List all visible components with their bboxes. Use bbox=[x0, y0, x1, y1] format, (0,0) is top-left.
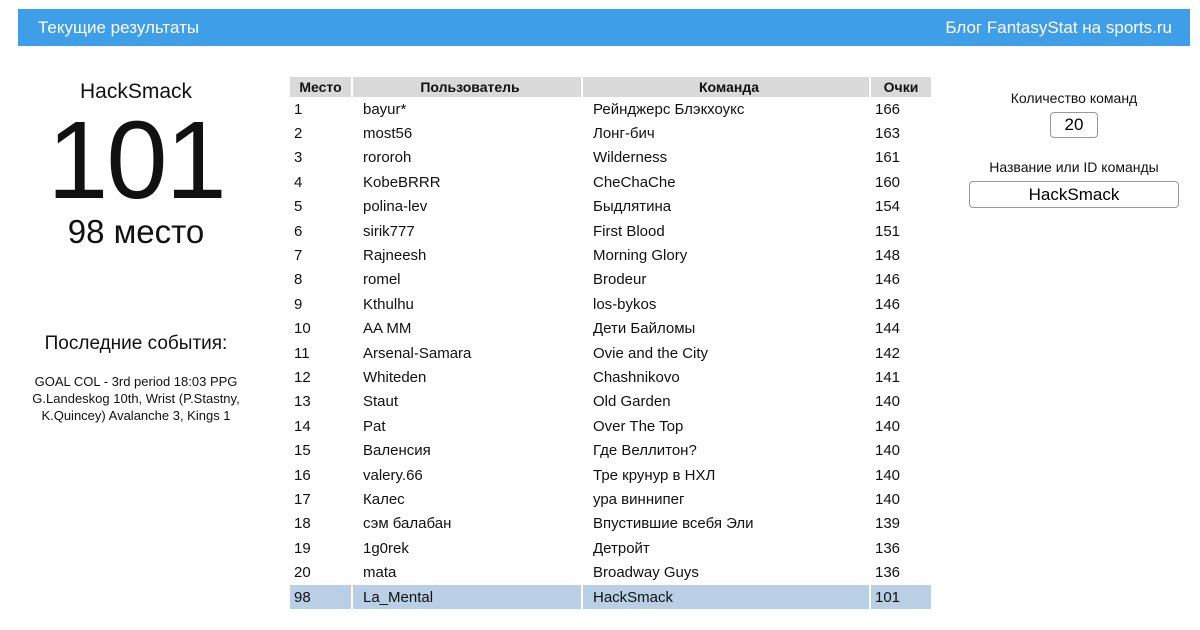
cell-points: 136 bbox=[875, 539, 901, 557]
table-row[interactable] bbox=[290, 243, 931, 267]
cell-place: 8 bbox=[294, 271, 303, 289]
table-row[interactable] bbox=[290, 438, 931, 462]
table-row[interactable] bbox=[290, 292, 931, 316]
column-header-user[interactable]: Пользователь bbox=[353, 77, 581, 97]
cell-user: Pat bbox=[363, 417, 386, 435]
team-name-label: Название или ID команды bbox=[989, 159, 1159, 175]
cell-team: Brodeur bbox=[593, 271, 647, 289]
cell-place: 15 bbox=[294, 442, 311, 460]
cell-place: 12 bbox=[294, 368, 311, 386]
cell-team: Chashnikovo bbox=[593, 368, 680, 386]
cell-team: ура виннипег bbox=[593, 490, 685, 508]
cell-team: Впустившие всебя Эли bbox=[593, 515, 754, 533]
cell-user: сэм балабан bbox=[363, 515, 452, 533]
cell-points: 140 bbox=[875, 393, 901, 411]
event-text: GOAL COL - 3rd period 18:03 PPG G.Landeskog 10th, Wrist (P.Stastny, K.Quincey) Avalanche 3, Kings 1 bbox=[32, 374, 240, 423]
cell-team: Рейнджерс Блэкхоукс bbox=[593, 100, 745, 118]
cell-points: 142 bbox=[875, 344, 901, 362]
cell-team: Broadway Guys bbox=[593, 564, 699, 582]
cell-points: 139 bbox=[875, 515, 901, 533]
cell-points: 146 bbox=[875, 271, 901, 289]
cell-team: Over The Top bbox=[593, 417, 684, 435]
cell-user: Rajneesh bbox=[363, 247, 427, 265]
cell-user: KobeBRRR bbox=[363, 173, 441, 191]
cell-place: 11 bbox=[294, 344, 310, 362]
table-body bbox=[290, 97, 931, 609]
table-row[interactable] bbox=[290, 414, 931, 438]
column-header-points[interactable]: Очки bbox=[871, 77, 931, 97]
cell-points: 161 bbox=[875, 149, 901, 167]
team-place: 98 место bbox=[67, 213, 205, 250]
events-title: Последние события: bbox=[44, 333, 228, 354]
cell-user: most56 bbox=[363, 125, 413, 143]
table-header-row bbox=[290, 77, 931, 97]
cell-points: 140 bbox=[875, 466, 901, 484]
cell-points: 154 bbox=[875, 198, 901, 216]
cell-place: 1 bbox=[294, 100, 303, 118]
cell-place: 19 bbox=[294, 539, 311, 557]
cell-place: 17 bbox=[294, 490, 311, 508]
cell-points: 140 bbox=[875, 442, 901, 460]
cell-team: Быдлятина bbox=[593, 198, 672, 216]
cell-points: 148 bbox=[875, 247, 901, 265]
cell-team: Wilderness bbox=[593, 149, 668, 167]
cell-place: 20 bbox=[294, 564, 311, 582]
cell-team: Ovie and the City bbox=[593, 344, 709, 362]
team-count-label: Количество команд bbox=[1010, 90, 1138, 106]
cell-team: CheChaChe bbox=[593, 173, 676, 191]
cell-team: Где Веллитон? bbox=[593, 442, 697, 460]
cell-points: 140 bbox=[875, 417, 901, 435]
table-row[interactable] bbox=[290, 463, 931, 487]
cell-user: valery.66 bbox=[363, 466, 423, 484]
cell-points: 140 bbox=[875, 490, 901, 508]
cell-place: 3 bbox=[294, 149, 303, 167]
cell-user: bayur* bbox=[363, 100, 407, 118]
table-row[interactable] bbox=[290, 487, 931, 511]
column-header-team[interactable]: Команда bbox=[583, 77, 869, 97]
table-row[interactable] bbox=[290, 121, 931, 145]
table-row[interactable] bbox=[290, 536, 931, 560]
cell-place: 98 bbox=[290, 585, 351, 609]
cell-user: Калес bbox=[363, 490, 405, 508]
column-header-place[interactable]: Место bbox=[290, 77, 351, 97]
table-row[interactable] bbox=[290, 97, 931, 121]
table-row[interactable] bbox=[290, 341, 931, 365]
cell-team: HackSmack bbox=[583, 585, 869, 609]
table-row[interactable] bbox=[290, 512, 931, 536]
cell-user: 1g0rek bbox=[363, 539, 409, 557]
cell-points: 144 bbox=[875, 320, 901, 338]
cell-user: polina-lev bbox=[363, 198, 428, 216]
cell-user: mata bbox=[363, 564, 397, 582]
cell-user: Arsenal-Samara bbox=[363, 344, 472, 362]
table-row[interactable] bbox=[290, 365, 931, 389]
cell-team: Лонг-бич bbox=[593, 125, 655, 143]
cell-user: romel bbox=[363, 271, 401, 289]
cell-place: 4 bbox=[294, 173, 303, 191]
cell-team: Morning Glory bbox=[593, 247, 688, 265]
cell-user: rororoh bbox=[363, 149, 412, 167]
cell-place: 18 bbox=[294, 515, 311, 533]
cell-team: Дети Байломы bbox=[593, 320, 696, 338]
table-row[interactable] bbox=[290, 390, 931, 414]
cell-user: AA MM bbox=[363, 320, 412, 338]
cell-place: 10 bbox=[294, 320, 311, 338]
cell-team: Тре крунур в НХЛ bbox=[593, 466, 716, 484]
standings-table bbox=[288, 77, 933, 609]
cell-place: 14 bbox=[294, 417, 311, 435]
cell-user: Валенсия bbox=[363, 442, 431, 460]
blog-link[interactable]: Блог FantasyStat на sports.ru bbox=[945, 17, 1172, 37]
cell-place: 2 bbox=[294, 125, 303, 143]
cell-place: 9 bbox=[294, 295, 303, 313]
cell-user: La_Mental bbox=[353, 585, 581, 609]
cell-place: 16 bbox=[294, 466, 311, 484]
cell-points: 160 bbox=[875, 173, 901, 191]
cell-user: Staut bbox=[363, 393, 399, 411]
cell-place: 13 bbox=[294, 393, 311, 411]
header-bar bbox=[18, 9, 1190, 46]
team-name: HackSmack bbox=[79, 80, 193, 103]
cell-place: 7 bbox=[294, 247, 303, 265]
table-row[interactable] bbox=[290, 560, 931, 584]
table-row[interactable] bbox=[290, 585, 931, 609]
cell-points: 151 bbox=[875, 222, 901, 240]
cell-team: Old Garden bbox=[593, 393, 671, 411]
cell-points: 163 bbox=[875, 125, 901, 143]
team-count-input[interactable] bbox=[1050, 112, 1098, 138]
cell-place: 5 bbox=[294, 198, 303, 216]
table-row[interactable] bbox=[290, 268, 931, 292]
cell-user: sirik777 bbox=[363, 222, 415, 240]
cell-user: Whiteden bbox=[363, 368, 427, 386]
team-name-input[interactable] bbox=[969, 181, 1179, 208]
cell-points: 146 bbox=[875, 295, 901, 313]
cell-team: First Blood bbox=[593, 222, 665, 240]
team-summary bbox=[20, 78, 252, 424]
table-row[interactable] bbox=[290, 170, 931, 194]
cell-points: 166 bbox=[875, 100, 901, 118]
page-title: Текущие результаты bbox=[38, 17, 200, 37]
cell-points: 141 bbox=[875, 368, 901, 386]
cell-user: Kthulhu bbox=[363, 295, 414, 313]
cell-team: los-bykos bbox=[593, 295, 657, 313]
table-row[interactable] bbox=[290, 219, 931, 243]
table-row[interactable] bbox=[290, 195, 931, 219]
table-row[interactable] bbox=[290, 146, 931, 170]
cell-place: 6 bbox=[294, 222, 303, 240]
team-score: 101 bbox=[47, 99, 225, 222]
table-row[interactable] bbox=[290, 317, 931, 341]
cell-team: Детройт bbox=[593, 539, 650, 557]
cell-points: 101 bbox=[871, 585, 931, 609]
cell-points: 136 bbox=[875, 564, 901, 582]
filter-panel bbox=[966, 90, 1182, 208]
standings-table-wrap bbox=[288, 77, 933, 609]
